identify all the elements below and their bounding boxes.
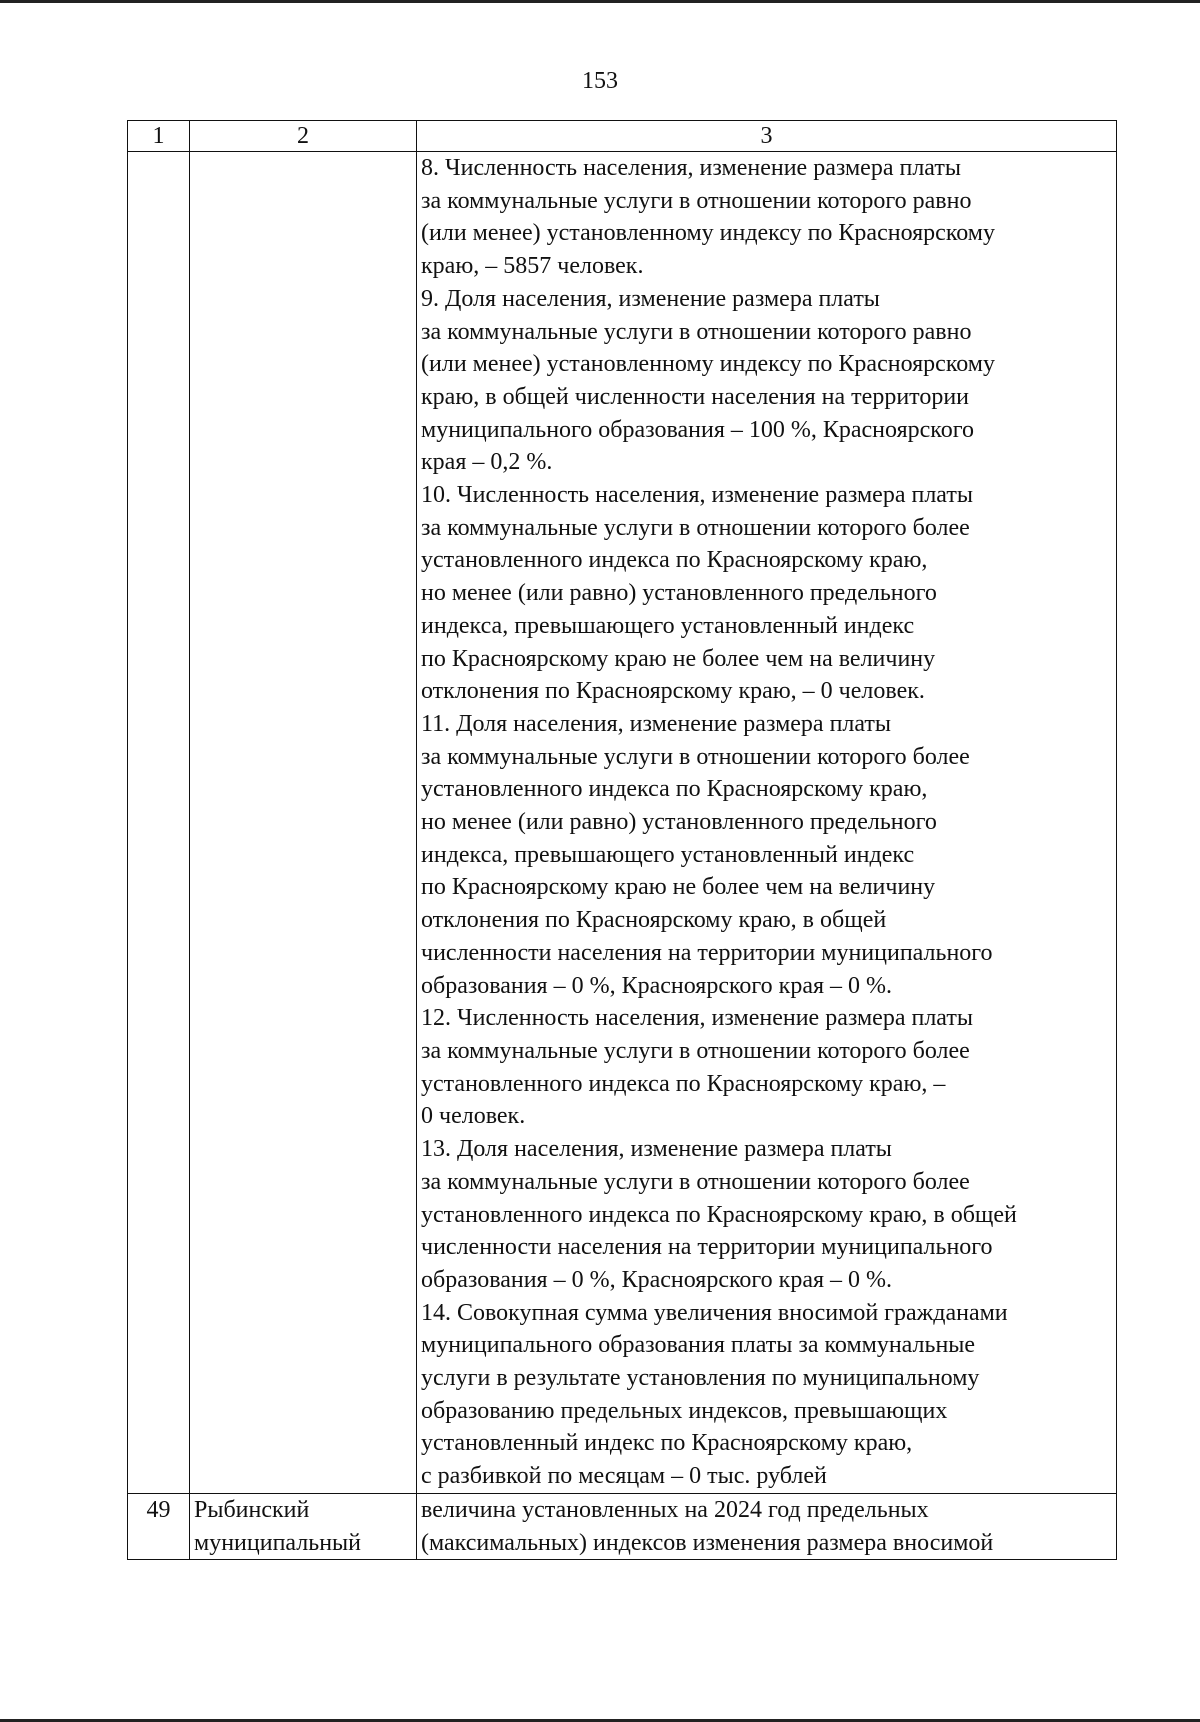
text-line: индекса, превышающего установленный индекс [421, 841, 915, 868]
text-line: 10. Численность населения, изменение размера платы [421, 482, 973, 509]
text-line: индекса, превышающего установленный индекс [421, 612, 915, 639]
text-line: (или менее) установленному индексу по Красноярскому [421, 351, 995, 378]
row-49-number: 49 [128, 1493, 190, 1559]
text-line: отклонения по Красноярскому краю, – 0 человек. [421, 678, 925, 705]
text-line: услуги в результате установления по муниципальному [421, 1365, 980, 1392]
text-line: 12. Численность населения, изменение размера платы [421, 1005, 973, 1032]
text-line: установленного индекса по Красноярскому краю, в общей [421, 1201, 1017, 1228]
text-line: муниципального образования – 100 %, Красноярского [421, 416, 974, 443]
text-line: края – 0,2 %. [421, 449, 553, 476]
header-cell-3: 3 [417, 121, 1117, 152]
text-line: краю, в общей численности населения на территории [421, 383, 970, 410]
row-49-name-line-2: муниципальный [194, 1529, 362, 1556]
header-cell-2: 2 [190, 121, 417, 152]
text-line: образования – 0 %, Красноярского края – 0 %. [421, 972, 893, 999]
text-line: 8. Численность населения, изменение размера платы [421, 155, 961, 181]
text-line: численности населения на территории муниципального [421, 939, 993, 966]
text-line: по Красноярскому краю не более чем на величину [421, 645, 936, 672]
text-line: установленного индекса по Красноярскому краю, [421, 547, 928, 574]
continuation-number-cell [128, 152, 190, 1494]
row-49-name-line-1: Рыбинский [194, 1496, 310, 1523]
text-line: за коммунальные услуги в отношении которого более [421, 743, 970, 770]
row-49-text-line-1: величина установленных на 2024 год предельных [421, 1496, 929, 1523]
row-49-text-line-2: (максимальных) индексов изменения размера вносимой [421, 1529, 994, 1556]
text-line: муниципального образования платы за коммунальные [421, 1332, 976, 1359]
text-line: установленный индекс по Красноярскому краю, [421, 1430, 913, 1457]
text-line: краю, – 5857 человек. [421, 253, 644, 280]
text-line: 9. Доля населения, изменение размера платы [421, 285, 880, 312]
text-line: 11. Доля населения, изменение размера платы [421, 710, 892, 737]
text-line: за коммунальные услуги в отношении которого более [421, 1037, 970, 1064]
row-49-name-cell [190, 1493, 417, 1559]
text-line: но менее (или равно) установленного предельного [421, 809, 937, 836]
page-number: 153 [582, 68, 618, 94]
text-line: установленного индекса по Красноярскому краю, – [421, 1070, 946, 1097]
text-line: за коммунальные услуги в отношении которого равно [421, 187, 972, 214]
row-49-text-cell [417, 1493, 1117, 1559]
text-line: за коммунальные услуги в отношении которого более [421, 1168, 970, 1195]
text-line: образованию предельных индексов, превышающих [421, 1397, 948, 1424]
table-row-continuation [128, 152, 1117, 1494]
text-line: отклонения по Красноярскому краю, в общей [421, 907, 887, 934]
text-line: за коммунальные услуги в отношении которого равно [421, 318, 972, 345]
document-table [127, 120, 1117, 1560]
scan-edge-top [0, 0, 1200, 3]
continuation-text-cell [417, 152, 1117, 1494]
text-line: образования – 0 %, Красноярского края – 0 %. [421, 1266, 893, 1293]
text-line: установленного индекса по Красноярскому краю, [421, 776, 928, 803]
text-line: численности населения на территории муниципального [421, 1234, 993, 1261]
text-line: 14. Совокупная сумма увеличения вносимой гражданами [421, 1299, 1008, 1326]
text-line: (или менее) установленному индексу по Красноярскому [421, 220, 995, 247]
header-cell-1: 1 [128, 121, 190, 152]
table-row-49 [128, 1493, 1117, 1559]
text-line: с разбивкой по месяцам – 0 тыс. рублей [421, 1463, 827, 1490]
text-line: по Красноярскому краю не более чем на величину [421, 874, 936, 901]
text-line: 13. Доля населения, изменение размера платы [421, 1136, 892, 1163]
text-line: 0 человек. [421, 1103, 526, 1130]
continuation-name-cell [190, 152, 417, 1494]
text-line: за коммунальные услуги в отношении которого более [421, 514, 970, 541]
text-line: но менее (или равно) установленного предельного [421, 580, 937, 607]
table-header-row [128, 121, 1117, 152]
